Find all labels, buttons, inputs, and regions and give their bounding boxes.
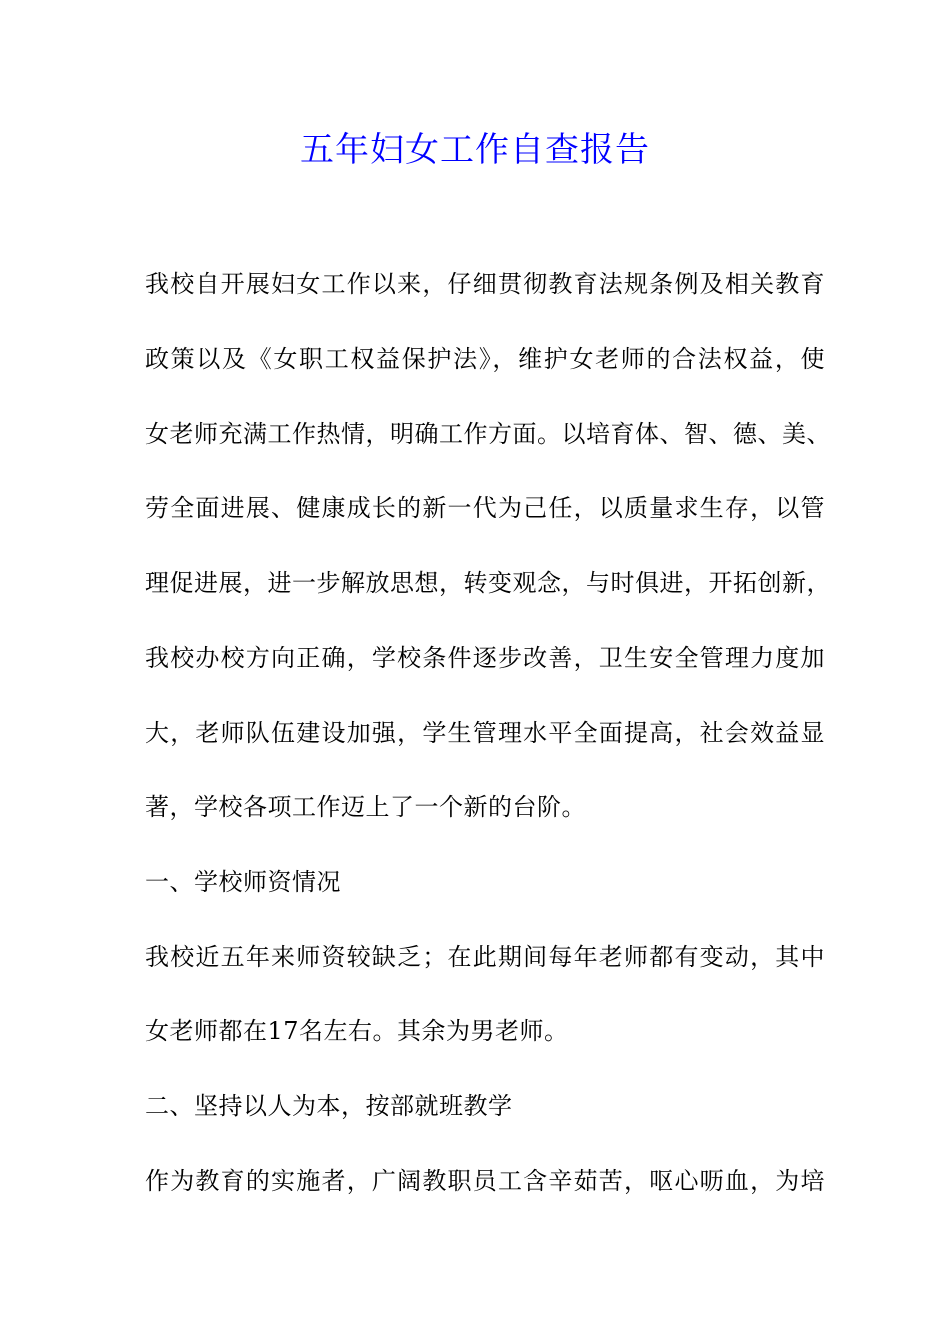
body-line: 作为教育的实施者，广阔教职员工含辛茹苦，呕心呖血，为培 bbox=[145, 1167, 825, 1195]
body-line: 我校近五年来师资较缺乏；在此期间每年老师都有变动，其中 bbox=[145, 943, 825, 971]
body-line: 著，学校各项工作迈上了一个新的台阶。 bbox=[145, 793, 586, 821]
body-line: 理促进展，进一步解放思想，转变观念，与时俱进，开拓创新， bbox=[145, 569, 831, 597]
body-line: 女老师都在17名左右。其余为男老师。 bbox=[145, 1017, 569, 1045]
body-line: 政策以及《女职工权益保护法》，维护女老师的合法权益，使 bbox=[145, 345, 825, 373]
body-line: 大，老师队伍建设加强，学生管理水平全面提高，社会效益显 bbox=[145, 719, 825, 747]
body-line: 我校自开展妇女工作以来，仔细贯彻教育法规条例及相关教育 bbox=[145, 270, 825, 298]
section-heading: 一、学校师资情况 bbox=[145, 868, 341, 896]
body-line: 我校办校方向正确，学校条件逐步改善，卫生安全管理力度加 bbox=[145, 644, 825, 672]
document-title: 五年妇女工作自查报告 bbox=[300, 130, 650, 170]
body-line: 劳全面进展、健康成长的新一代为己任，以质量求生存，以管 bbox=[145, 494, 825, 522]
section-heading: 二、坚持以人为本，按部就班教学 bbox=[145, 1092, 513, 1120]
body-line: 女老师充满工作热情，明确工作方面。以培育体、智、德、美、 bbox=[145, 420, 831, 448]
